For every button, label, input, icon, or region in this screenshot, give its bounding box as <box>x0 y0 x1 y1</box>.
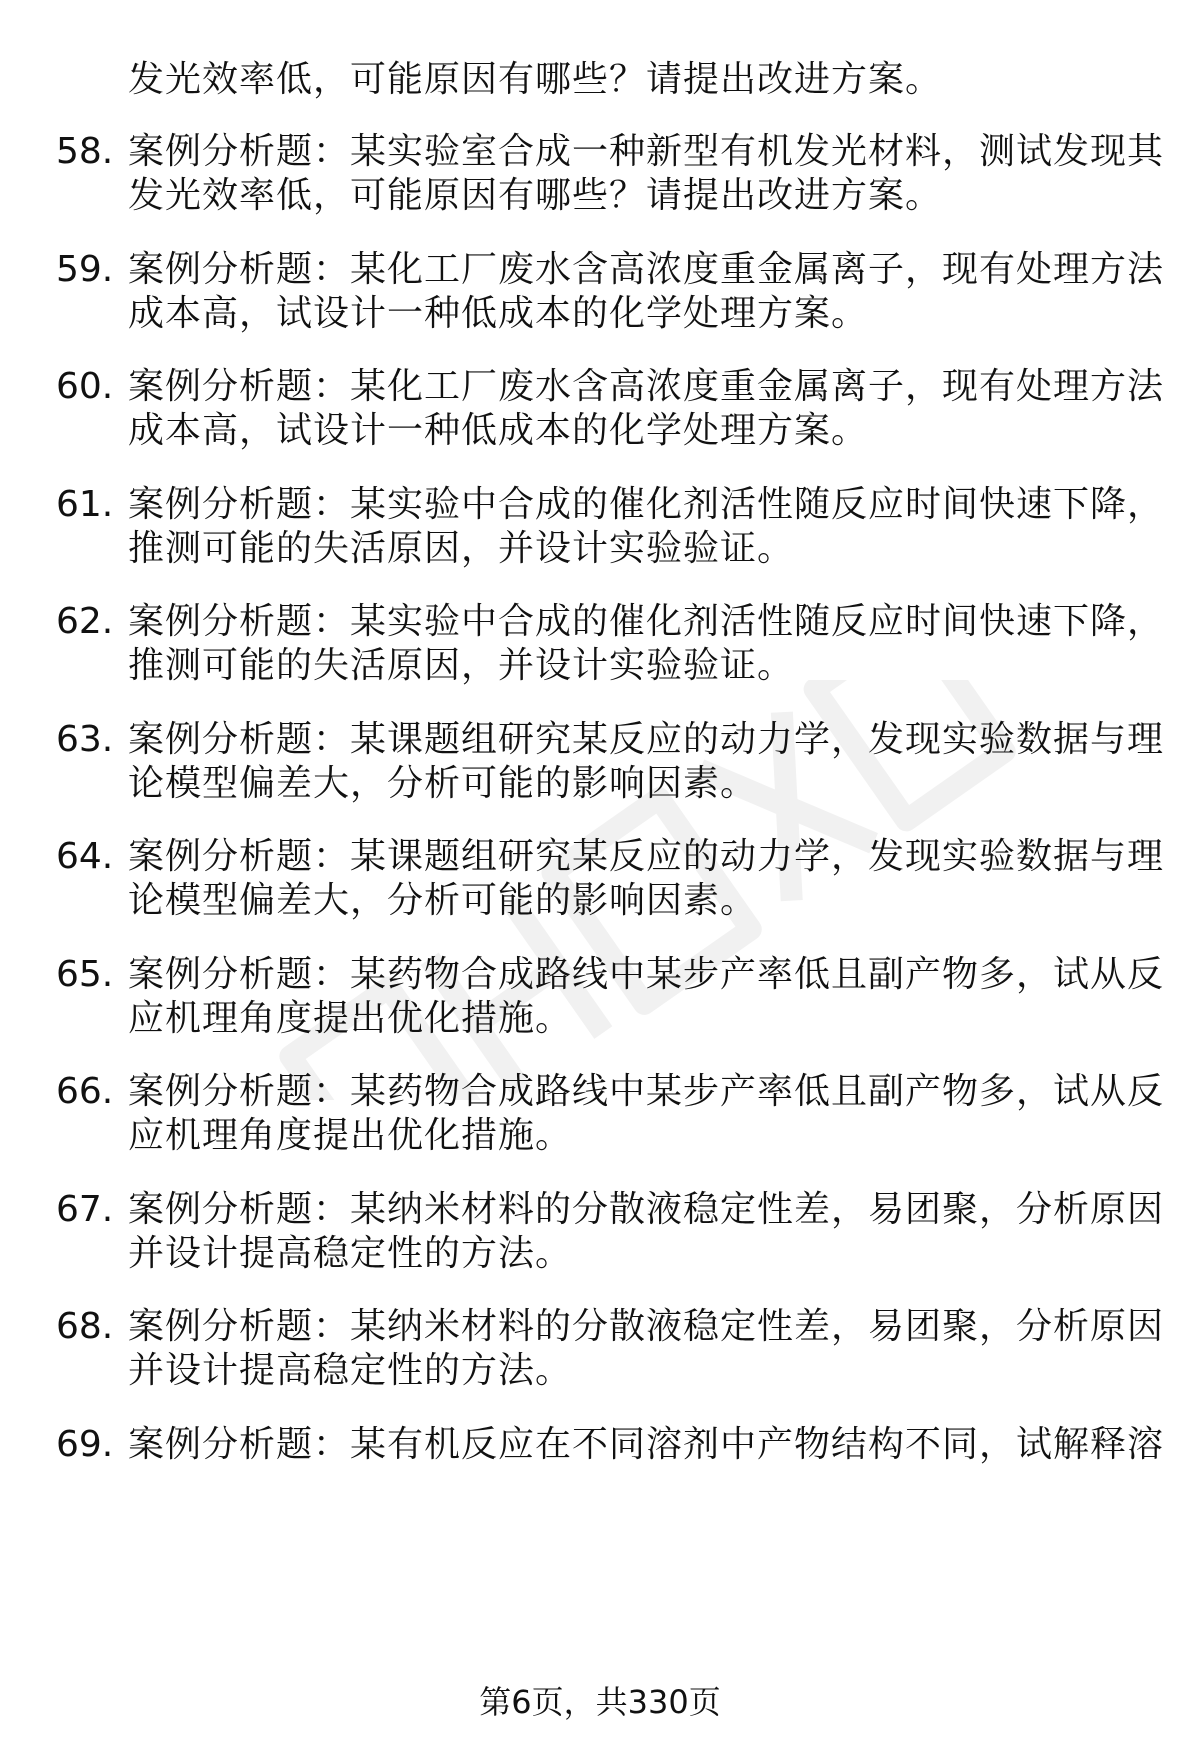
question-text-line1: 案例分析题：某实验室合成一种新型有机发光材料，测试发现其 <box>128 131 1165 172</box>
question-number: 68. <box>56 1306 114 1347</box>
question-number: 59. <box>56 249 114 290</box>
question-text-line1: 案例分析题：某实验中合成的催化剂活性随反应时间快速下降， <box>128 601 1165 642</box>
question-text-line1: 案例分析题：某化工厂废水含高浓度重金属离子，现有处理方法 <box>128 366 1165 407</box>
question-text-line2: 并设计提高稳定性的方法。 <box>128 1350 573 1391</box>
question-text-line2: 论模型偏差大，分析可能的影响因素。 <box>128 880 758 921</box>
question-number: 69. <box>56 1424 114 1465</box>
question-text-line2: 应机理角度提出优化措施。 <box>128 998 573 1039</box>
question-number: 60. <box>56 366 114 407</box>
question-number: 63. <box>56 719 114 760</box>
question-number: 65. <box>56 954 114 995</box>
question-text-line1: 案例分析题：某有机反应在不同溶剂中产物结构不同，试解释溶 <box>128 1424 1165 1465</box>
continuation-line: 发光效率低，可能原因有哪些？请提出改进方案。 <box>128 59 943 100</box>
question-text-line1: 案例分析题：某课题组研究某反应的动力学，发现实验数据与理 <box>128 836 1165 877</box>
question-text-line1: 案例分析题：某药物合成路线中某步产率低且副产物多，试从反 <box>128 1071 1165 1112</box>
question-number: 67. <box>56 1189 114 1230</box>
question-text-line1: 案例分析题：某实验中合成的催化剂活性随反应时间快速下降， <box>128 484 1165 525</box>
question-text-line2: 并设计提高稳定性的方法。 <box>128 1233 573 1274</box>
question-text-line2: 应机理角度提出优化措施。 <box>128 1115 573 1156</box>
question-number: 64. <box>56 836 114 877</box>
page-number-footer: 第6页，共330页 <box>479 1683 721 1721</box>
question-number: 61. <box>56 484 114 525</box>
question-text-line2: 发光效率低，可能原因有哪些？请提出改进方案。 <box>128 175 943 216</box>
question-text-line1: 案例分析题：某纳米材料的分散液稳定性差，易团聚，分析原因 <box>128 1189 1165 1230</box>
question-text-line2: 推测可能的失活原因，并设计实验验证。 <box>128 528 795 569</box>
question-number: 66. <box>56 1071 114 1112</box>
question-text-line2: 成本高，试设计一种低成本的化学处理方案。 <box>128 293 869 334</box>
question-text-line1: 案例分析题：某课题组研究某反应的动力学，发现实验数据与理 <box>128 719 1165 760</box>
question-number: 58. <box>56 131 114 172</box>
question-text-line2: 论模型偏差大，分析可能的影响因素。 <box>128 763 758 804</box>
question-text-line1: 案例分析题：某药物合成路线中某步产率低且副产物多，试从反 <box>128 954 1165 995</box>
question-text-line1: 案例分析题：某化工厂废水含高浓度重金属离子，现有处理方法 <box>128 249 1165 290</box>
question-text-line2: 成本高，试设计一种低成本的化学处理方案。 <box>128 410 869 451</box>
question-number: 62. <box>56 601 114 642</box>
question-text-line1: 案例分析题：某纳米材料的分散液稳定性差，易团聚，分析原因 <box>128 1306 1165 1347</box>
question-text-line2: 推测可能的失活原因，并设计实验验证。 <box>128 645 795 686</box>
